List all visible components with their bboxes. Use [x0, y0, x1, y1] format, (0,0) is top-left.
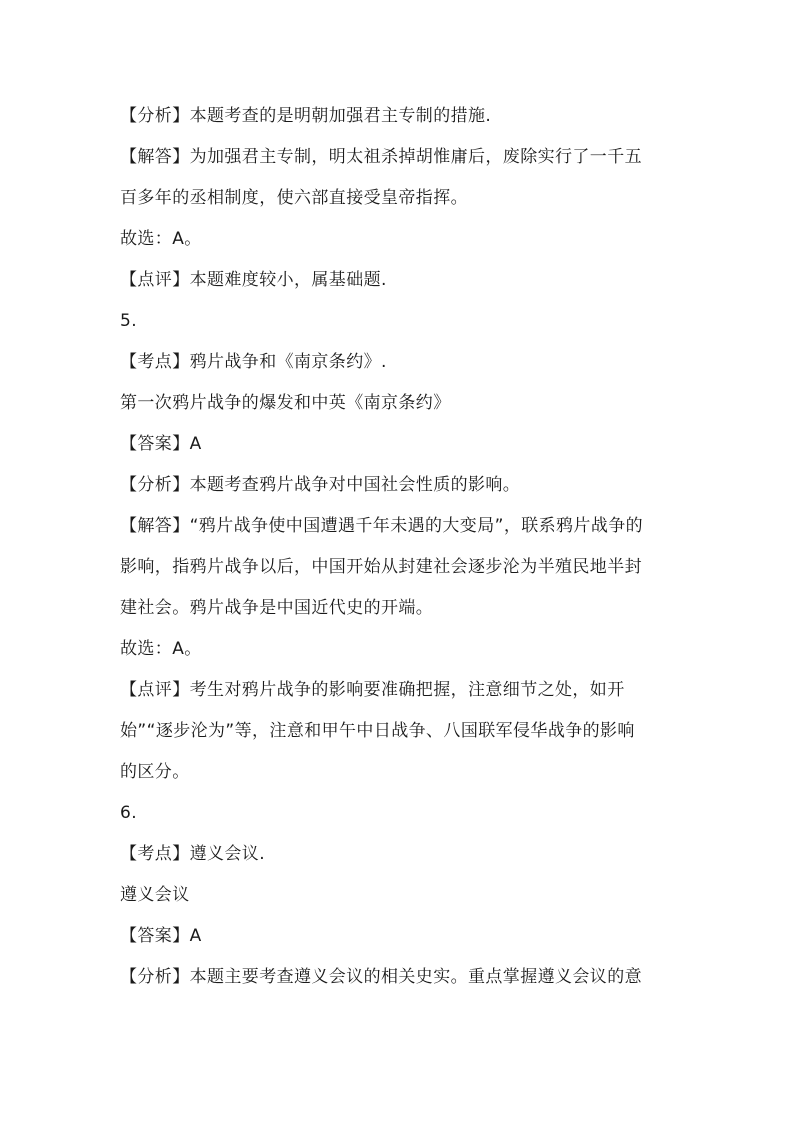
comment-text-q5-line2: 始”“逐步沦为”等，注意和甲午中日战争、八国联军侵华战争的影响	[120, 721, 635, 741]
answer-choice-q5: 故选：A。	[120, 639, 202, 659]
answer-choice-q4: 故选：A。	[120, 229, 202, 249]
knowledge-point-q5: 【考点】鸦片战争和《南京条约》.	[120, 352, 387, 372]
knowledge-point-q6: 【考点】遵义会议.	[120, 844, 266, 864]
analysis-text-q4: 【分析】本题考查的是明朝加强君主专制的措施.	[120, 106, 492, 126]
comment-text-q5-line1: 【点评】考生对鸦片战争的影响要准确把握，注意细节之处，如开	[120, 680, 625, 700]
solution-text-q4-line1: 【解答】为加强君主专制，明太祖杀掉胡惟庸后，废除实行了一千五	[120, 147, 642, 167]
solution-text-q5-line1: 【解答】“鸦片战争使中国遭遇千年未遇的大变局”，联系鸦片战争的	[120, 516, 644, 536]
solution-text-q4-line2: 百多年的丞相制度，使六部直接受皇帝指挥。	[120, 188, 468, 208]
question-number-5: 5.	[120, 311, 138, 331]
comment-text-q4: 【点评】本题难度较小，属基础题.	[120, 270, 387, 290]
topic-text-q5: 第一次鸦片战争的爆发和中英《南京条约》	[120, 393, 451, 413]
question-number-6: 6.	[120, 803, 138, 823]
analysis-text-q5: 【分析】本题考查鸦片战争对中国社会性质的影响。	[120, 475, 521, 495]
solution-text-q5-line2: 影响，指鸦片战争以后，中国开始从封建社会逐步沦为半殖民地半封	[120, 557, 642, 577]
solution-text-q5-line3: 建社会。鸦片战争是中国近代史的开端。	[120, 598, 434, 618]
topic-text-q6: 遵义会议	[120, 885, 190, 905]
answer-text-q5: 【答案】A	[120, 434, 202, 454]
document-body	[120, 100, 680, 987]
comment-text-q5-line3: 的区分。	[120, 762, 190, 782]
answer-text-q6: 【答案】A	[120, 926, 202, 946]
analysis-text-q6: 【分析】本题主要考查遵义会议的相关史实。重点掌握遵义会议的意	[120, 967, 642, 987]
